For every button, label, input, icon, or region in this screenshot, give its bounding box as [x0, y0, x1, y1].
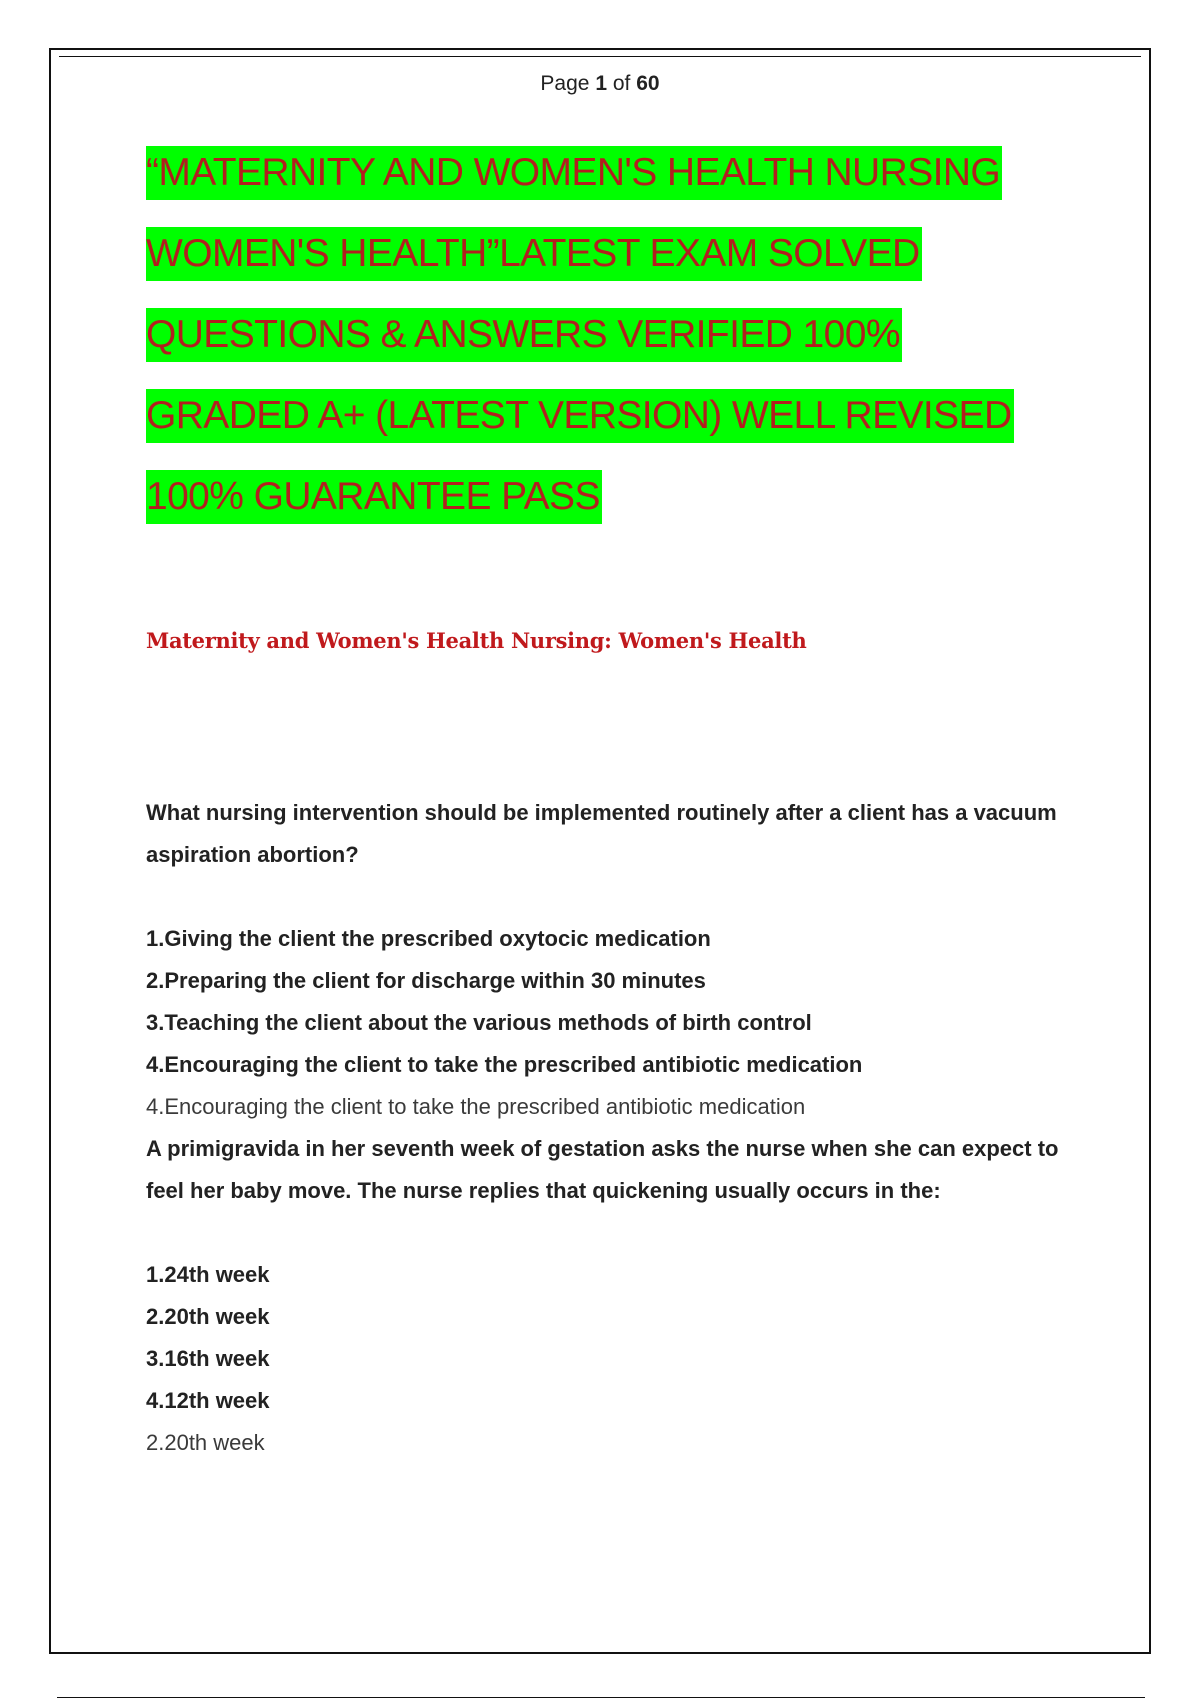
document-title — [146, 146, 1076, 551]
title-line — [146, 146, 1076, 200]
question-2-option-1: 1.24th week — [146, 1262, 270, 1287]
question-2-option-3: 3.16th week — [146, 1346, 270, 1371]
title-line — [146, 308, 1076, 362]
total-pages-number: 60 — [636, 72, 660, 95]
title-line-text: GRADED A+ (LATEST VERSION) WELL REVISED — [146, 389, 1014, 443]
title-line-text: WOMEN'S HEALTH”LATEST EXAM SOLVED — [146, 227, 922, 281]
question-1-option-1: 1.Giving the client the prescribed oxytocic medication — [146, 926, 711, 951]
title-line — [146, 470, 1076, 524]
question-2-option-2: 2.20th week — [146, 1304, 270, 1329]
title-line-text: “MATERNITY AND WOMEN'S HEALTH NURSING — [146, 146, 1002, 200]
of-label: of — [612, 72, 631, 95]
question-1-option-2: 2.Preparing the client for discharge within 30 minutes — [146, 968, 706, 993]
current-page-number: 1 — [595, 72, 607, 95]
question-1-answer: 4.Encouraging the client to take the prescribed antibiotic medication — [146, 1094, 806, 1119]
next-page-rule — [57, 1697, 1145, 1698]
title-line-text: 100% GUARANTEE PASS — [146, 470, 602, 524]
title-line — [146, 227, 1076, 281]
question-1-option-3: 3.Teaching the client about the various methods of birth control — [146, 1010, 812, 1035]
question-2-option-4: 4.12th week — [146, 1388, 270, 1413]
page-label: Page — [540, 72, 590, 95]
section-heading: Maternity and Women's Health Nursing: Women's Health — [146, 628, 807, 653]
spacer — [146, 876, 1076, 918]
question-2-text: A primigravida in her seventh week of gestation asks the nurse when she can expect to feel her baby move. The nurse replies that quickening usually occurs in the: — [146, 1136, 1059, 1203]
question-list — [146, 792, 1076, 1464]
title-line-text: QUESTIONS & ANSWERS VERIFIED 100% — [146, 308, 902, 362]
top-rule — [59, 56, 1141, 57]
title-line — [146, 389, 1076, 443]
question-1-option-4: 4.Encouraging the client to take the prescribed antibiotic medication — [146, 1052, 863, 1077]
page-counter — [0, 72, 1200, 96]
question-1-text: What nursing intervention should be implemented routinely after a client has a vacuum aspiration abortion? — [146, 800, 1057, 867]
spacer — [146, 1212, 1076, 1254]
question-2-answer: 2.20th week — [146, 1430, 265, 1455]
